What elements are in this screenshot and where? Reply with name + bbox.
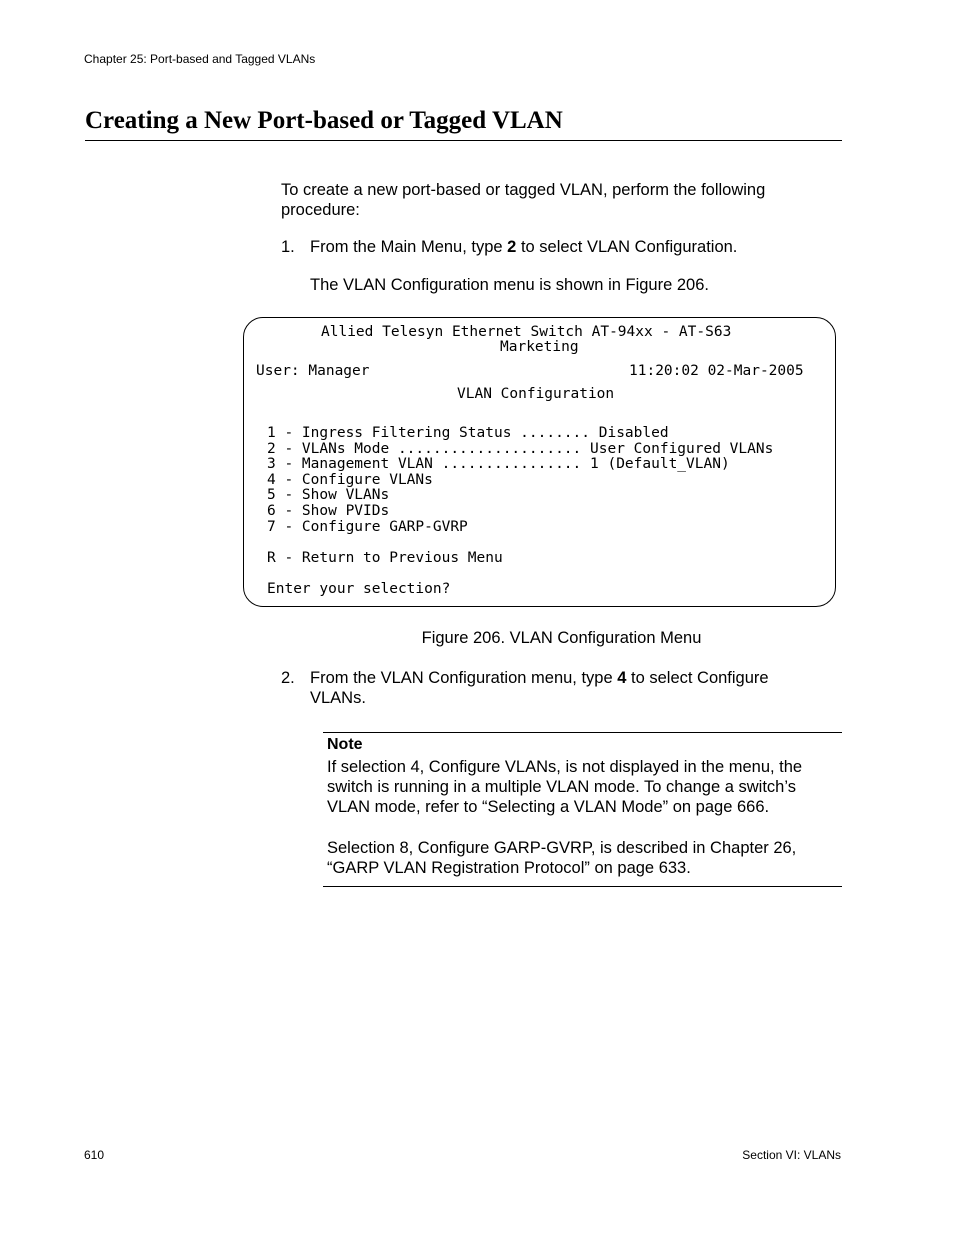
- terminal-banner: Allied Telesyn Ethernet Switch AT-94xx - AT-S63: [321, 324, 732, 340]
- step-text: From the Main Menu, type 2 to select VLAN Configuration.: [310, 238, 738, 256]
- terminal-location: Marketing: [500, 339, 579, 355]
- menu-item: 1 - Ingress Filtering Status ........ Disabled: [267, 425, 669, 441]
- step-number: 2.: [281, 669, 295, 687]
- terminal-screen: [243, 317, 836, 607]
- note-top-rule: [323, 732, 842, 733]
- figure-caption: Figure 206. VLAN Configuration Menu: [421, 629, 702, 647]
- menu-item: 5 - Show VLANs: [267, 487, 390, 504]
- running-header: Chapter 25: Port-based and Tagged VLANs: [84, 52, 316, 66]
- terminal-menu-title: VLAN Configuration: [457, 386, 615, 402]
- menu-item: 3 - Management VLAN ................ 1 (Default_VLAN): [267, 456, 730, 473]
- menu-item: 6 - Show PVIDs: [267, 502, 390, 519]
- terminal-user: User: Manager: [256, 363, 370, 379]
- intro-paragraph: To create a new port-based or tagged VLAN, perform the following procedure:: [281, 181, 766, 219]
- menu-item-return: R - Return to Previous Menu: [267, 550, 503, 566]
- step-text: From the VLAN Configuration menu, type 4 to select Configure VLANs.: [310, 669, 769, 707]
- section-footer: Section VI: VLANs: [742, 1148, 841, 1162]
- menu-item: 4 - Configure VLANs: [267, 471, 433, 488]
- title-rule: [85, 140, 842, 141]
- page-title: Creating a New Port-based or Tagged VLAN: [85, 107, 563, 134]
- terminal-prompt: Enter your selection?: [267, 581, 451, 597]
- page-number: 610: [84, 1148, 105, 1162]
- step-number: 1.: [281, 238, 295, 256]
- step-subtext: The VLAN Configuration menu is shown in Figure 206.: [310, 276, 709, 294]
- note-paragraph: Selection 8, Configure GARP-GVRP, is described in Chapter 26, “GARP VLAN Registration Protocol” on page 633.: [327, 839, 797, 877]
- menu-item: 7 - Configure GARP-GVRP: [267, 518, 468, 535]
- note-paragraph: If selection 4, Configure VLANs, is not displayed in the menu, the switch is running in a multiple VLAN mode. To change a switch’s VLAN mode, refer to “Selecting a VLAN Mode” on page 666.: [327, 758, 803, 816]
- menu-item: 2 - VLANs Mode ..................... User Configured VLANs: [267, 440, 774, 457]
- terminal-menu-list: [267, 426, 773, 535]
- note-bottom-rule: [323, 886, 842, 887]
- terminal-datetime: 11:20:02 02-Mar-2005: [629, 363, 804, 379]
- note-title: Note: [327, 736, 363, 753]
